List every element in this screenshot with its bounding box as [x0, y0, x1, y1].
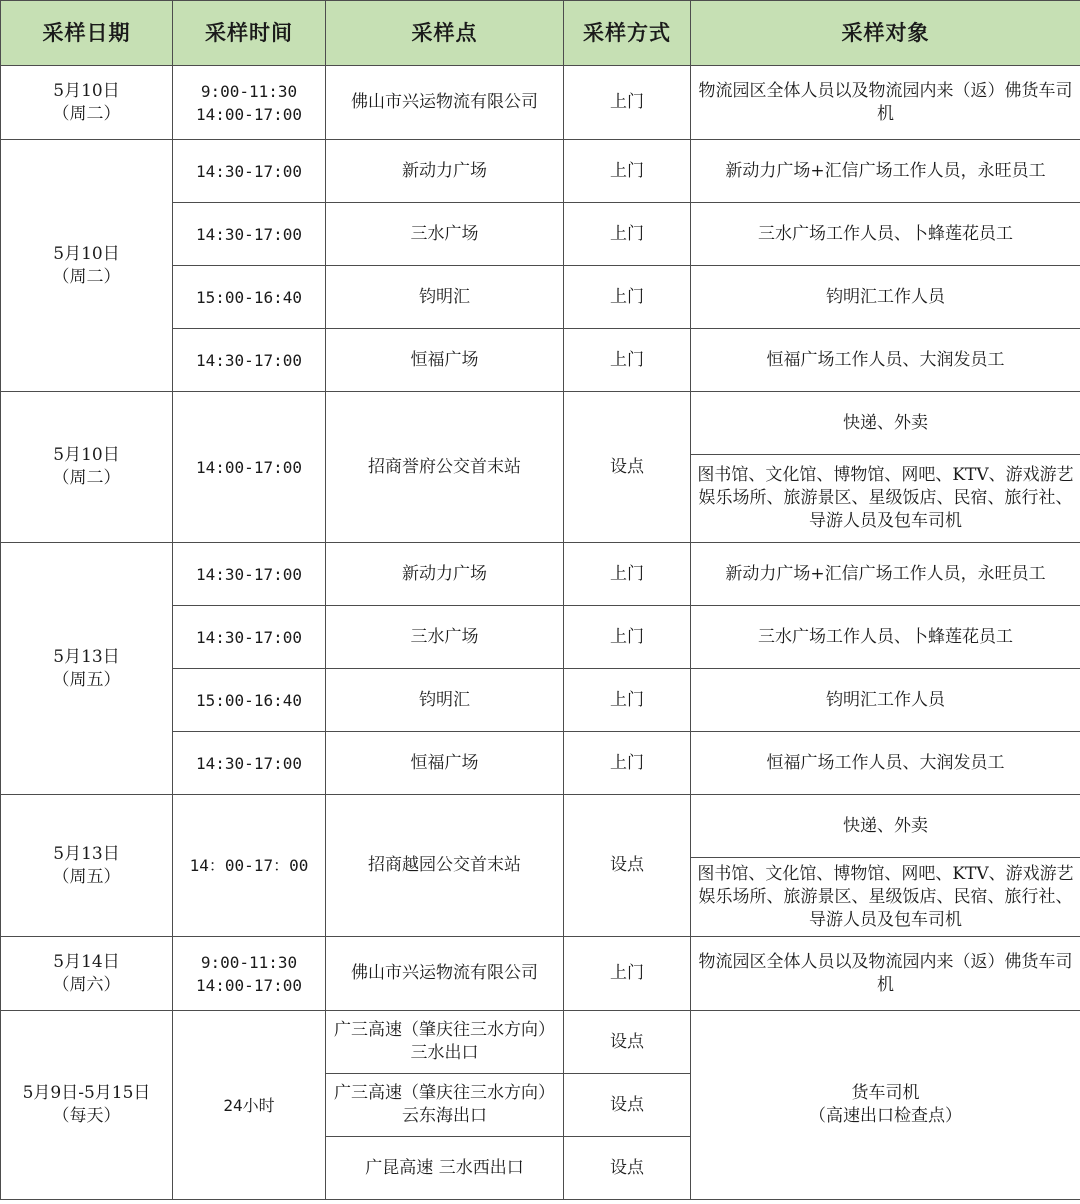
- method-cell: 设点: [564, 1137, 691, 1200]
- date-cell: 5月14日 （周六）: [1, 937, 173, 1011]
- time-cell: 15:00-16:40: [173, 266, 326, 329]
- place-cell: 三水广场: [326, 606, 564, 669]
- table-row: [1, 543, 1080, 606]
- target-cell: 货车司机 （高速出口检查点）: [691, 1011, 1080, 1200]
- target-cell: 三水广场工作人员、卜蜂莲花员工: [691, 203, 1080, 266]
- date-cell: 5月10日 （周二）: [1, 140, 173, 392]
- method-cell: 上门: [564, 266, 691, 329]
- date-cell: 5月9日-5月15日 （每天）: [1, 1011, 173, 1200]
- target-cell: 快递、外卖: [691, 795, 1080, 858]
- method-cell: 上门: [564, 329, 691, 392]
- date-cell: 5月13日 （周五）: [1, 795, 173, 937]
- time-cell: 14:00-17:00: [173, 392, 326, 543]
- target-cell: 钧明汇工作人员: [691, 266, 1080, 329]
- date-cell: 5月13日 （周五）: [1, 543, 173, 795]
- method-cell: 上门: [564, 606, 691, 669]
- time-cell: 15:00-16:40: [173, 669, 326, 732]
- header-target: 采样对象: [691, 1, 1080, 66]
- time-cell: 14:30-17:00: [173, 203, 326, 266]
- target-cell: 新动力广场+汇信广场工作人员，永旺员工: [691, 140, 1080, 203]
- time-cell: 9:00-11:30 14:00-17:00: [173, 66, 326, 140]
- table-row: [1, 66, 1080, 140]
- place-cell: 广三高速（肇庆往三水方向）三水出口: [326, 1011, 564, 1074]
- table-row: [1, 795, 1080, 858]
- method-cell: 设点: [564, 392, 691, 543]
- place-cell: 新动力广场: [326, 140, 564, 203]
- time-cell: 14:30-17:00: [173, 732, 326, 795]
- place-cell: 恒福广场: [326, 329, 564, 392]
- time-cell: 14：00-17：00: [173, 795, 326, 937]
- header-row: [1, 1, 1080, 66]
- table-row: [1, 392, 1080, 455]
- header-date: 采样日期: [1, 1, 173, 66]
- target-cell: 图书馆、文化馆、博物馆、网吧、KTV、游戏游艺娱乐场所、旅游景区、星级饭店、民宿、旅行社、导游人员及包车司机: [691, 455, 1080, 543]
- method-cell: 上门: [564, 543, 691, 606]
- target-cell: 图书馆、文化馆、博物馆、网吧、KTV、游戏游艺娱乐场所、旅游景区、星级饭店、民宿、旅行社、导游人员及包车司机: [691, 858, 1080, 937]
- place-cell: 招商越园公交首末站: [326, 795, 564, 937]
- method-cell: 上门: [564, 937, 691, 1011]
- header-place: 采样点: [326, 1, 564, 66]
- target-cell: 物流园区全体人员以及物流园内来（返）佛货车司机: [691, 66, 1080, 140]
- header-time: 采样时间: [173, 1, 326, 66]
- target-cell: 三水广场工作人员、卜蜂莲花员工: [691, 606, 1080, 669]
- method-cell: 上门: [564, 732, 691, 795]
- table-row: [1, 937, 1080, 1011]
- place-cell: 钧明汇: [326, 266, 564, 329]
- time-cell: 14:30-17:00: [173, 329, 326, 392]
- place-cell: 三水广场: [326, 203, 564, 266]
- place-cell: 新动力广场: [326, 543, 564, 606]
- table-row: [1, 1011, 1080, 1074]
- time-cell: 24小时: [173, 1011, 326, 1200]
- place-cell: 钧明汇: [326, 669, 564, 732]
- method-cell: 上门: [564, 203, 691, 266]
- place-cell: 恒福广场: [326, 732, 564, 795]
- method-cell: 设点: [564, 1011, 691, 1074]
- time-cell: 14:30-17:00: [173, 140, 326, 203]
- place-cell: 招商誉府公交首末站: [326, 392, 564, 543]
- time-cell: 14:30-17:00: [173, 543, 326, 606]
- method-cell: 上门: [564, 66, 691, 140]
- time-cell: 9:00-11:30 14:00-17:00: [173, 937, 326, 1011]
- time-cell: 14:30-17:00: [173, 606, 326, 669]
- target-cell: 物流园区全体人员以及物流园内来（返）佛货车司机: [691, 937, 1080, 1011]
- place-cell: 佛山市兴运物流有限公司: [326, 66, 564, 140]
- date-cell: 5月10日 （周二）: [1, 392, 173, 543]
- place-cell: 广三高速（肇庆往三水方向）云东海出口: [326, 1074, 564, 1137]
- target-cell: 快递、外卖: [691, 392, 1080, 455]
- method-cell: 上门: [564, 140, 691, 203]
- target-cell: 恒福广场工作人员、大润发员工: [691, 732, 1080, 795]
- target-cell: 恒福广场工作人员、大润发员工: [691, 329, 1080, 392]
- method-cell: 设点: [564, 1074, 691, 1137]
- place-cell: 佛山市兴运物流有限公司: [326, 937, 564, 1011]
- target-cell: 新动力广场+汇信广场工作人员，永旺员工: [691, 543, 1080, 606]
- method-cell: 上门: [564, 669, 691, 732]
- date-cell: 5月10日 （周二）: [1, 66, 173, 140]
- place-cell: 广昆高速 三水西出口: [326, 1137, 564, 1200]
- table-row: [1, 140, 1080, 203]
- header-method: 采样方式: [564, 1, 691, 66]
- target-cell: 钧明汇工作人员: [691, 669, 1080, 732]
- method-cell: 设点: [564, 795, 691, 937]
